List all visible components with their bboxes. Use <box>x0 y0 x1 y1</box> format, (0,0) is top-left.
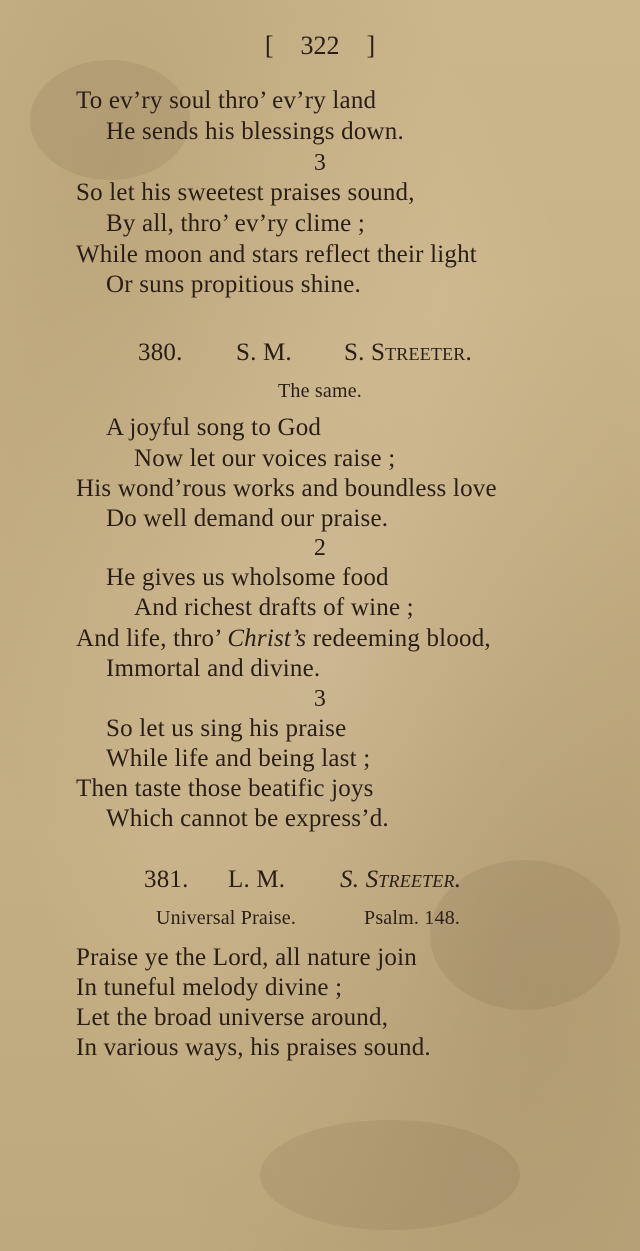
hymn-meter: S. M. <box>236 339 292 366</box>
hymn-number: 381. <box>144 866 189 893</box>
verse-italic-text: Christ’s <box>227 625 307 652</box>
verse-line: By all, thro’ ev’ry clime ; <box>106 210 366 237</box>
verse-line: His wond’rous works and boundless love <box>76 475 497 502</box>
verse-text: And life, thro’ <box>76 625 228 652</box>
verse-line: Immortal and divine. <box>106 655 321 682</box>
page-number: 322 <box>300 31 340 60</box>
verse-line: So let us sing his praise <box>106 715 347 742</box>
hymn-author: S. Streeter. <box>344 339 472 366</box>
verse-line <box>76 624 491 654</box>
hymn-number: 380. <box>138 339 183 366</box>
left-bracket: [ <box>264 31 274 60</box>
verse-line: Then taste those beatific joys <box>76 775 374 802</box>
verse-line: Or suns propitious shine. <box>106 271 361 298</box>
verse-line: Now let our voices raise ; <box>134 445 396 472</box>
verse-line: While life and being last ; <box>106 745 371 772</box>
verse-line: So let his sweetest praises sound, <box>76 179 415 206</box>
verse-line: In various ways, his praises sound. <box>76 1034 431 1061</box>
stanza-number: 3 <box>313 686 327 712</box>
stanza-number: 2 <box>313 535 327 561</box>
hymn-author: S. Streeter. <box>340 866 462 893</box>
verse-line: He gives us wholsome food <box>106 564 389 591</box>
scripture-reference: Psalm. 148. <box>364 907 461 929</box>
verse-line: A joyful song to God <box>106 414 322 441</box>
verse-line: In tuneful melody divine ; <box>76 974 343 1001</box>
stanza-number: 3 <box>313 150 327 176</box>
verse-line: Which cannot be express’d. <box>106 805 389 832</box>
verse-line: Do well demand our praise. <box>106 505 389 532</box>
verse-line: He sends his blessings down. <box>106 118 404 145</box>
hymn-title: The same. <box>278 380 362 402</box>
page-header <box>0 31 640 61</box>
paper-stain <box>260 1120 520 1230</box>
verse-line: While moon and stars reflect their light <box>76 241 477 268</box>
verse-line: Let the broad universe around, <box>76 1004 389 1031</box>
hymn-meter: L. M. <box>228 866 286 893</box>
right-bracket: ] <box>366 31 376 60</box>
verse-line: And richest drafts of wine ; <box>134 594 414 621</box>
verse-text: redeeming blood, <box>306 625 491 652</box>
verse-line: Praise ye the Lord, all nature join <box>76 944 417 971</box>
verse-line: To ev’ry soul thro’ ev’ry land <box>76 87 377 114</box>
hymn-title: Universal Praise. <box>156 907 297 929</box>
